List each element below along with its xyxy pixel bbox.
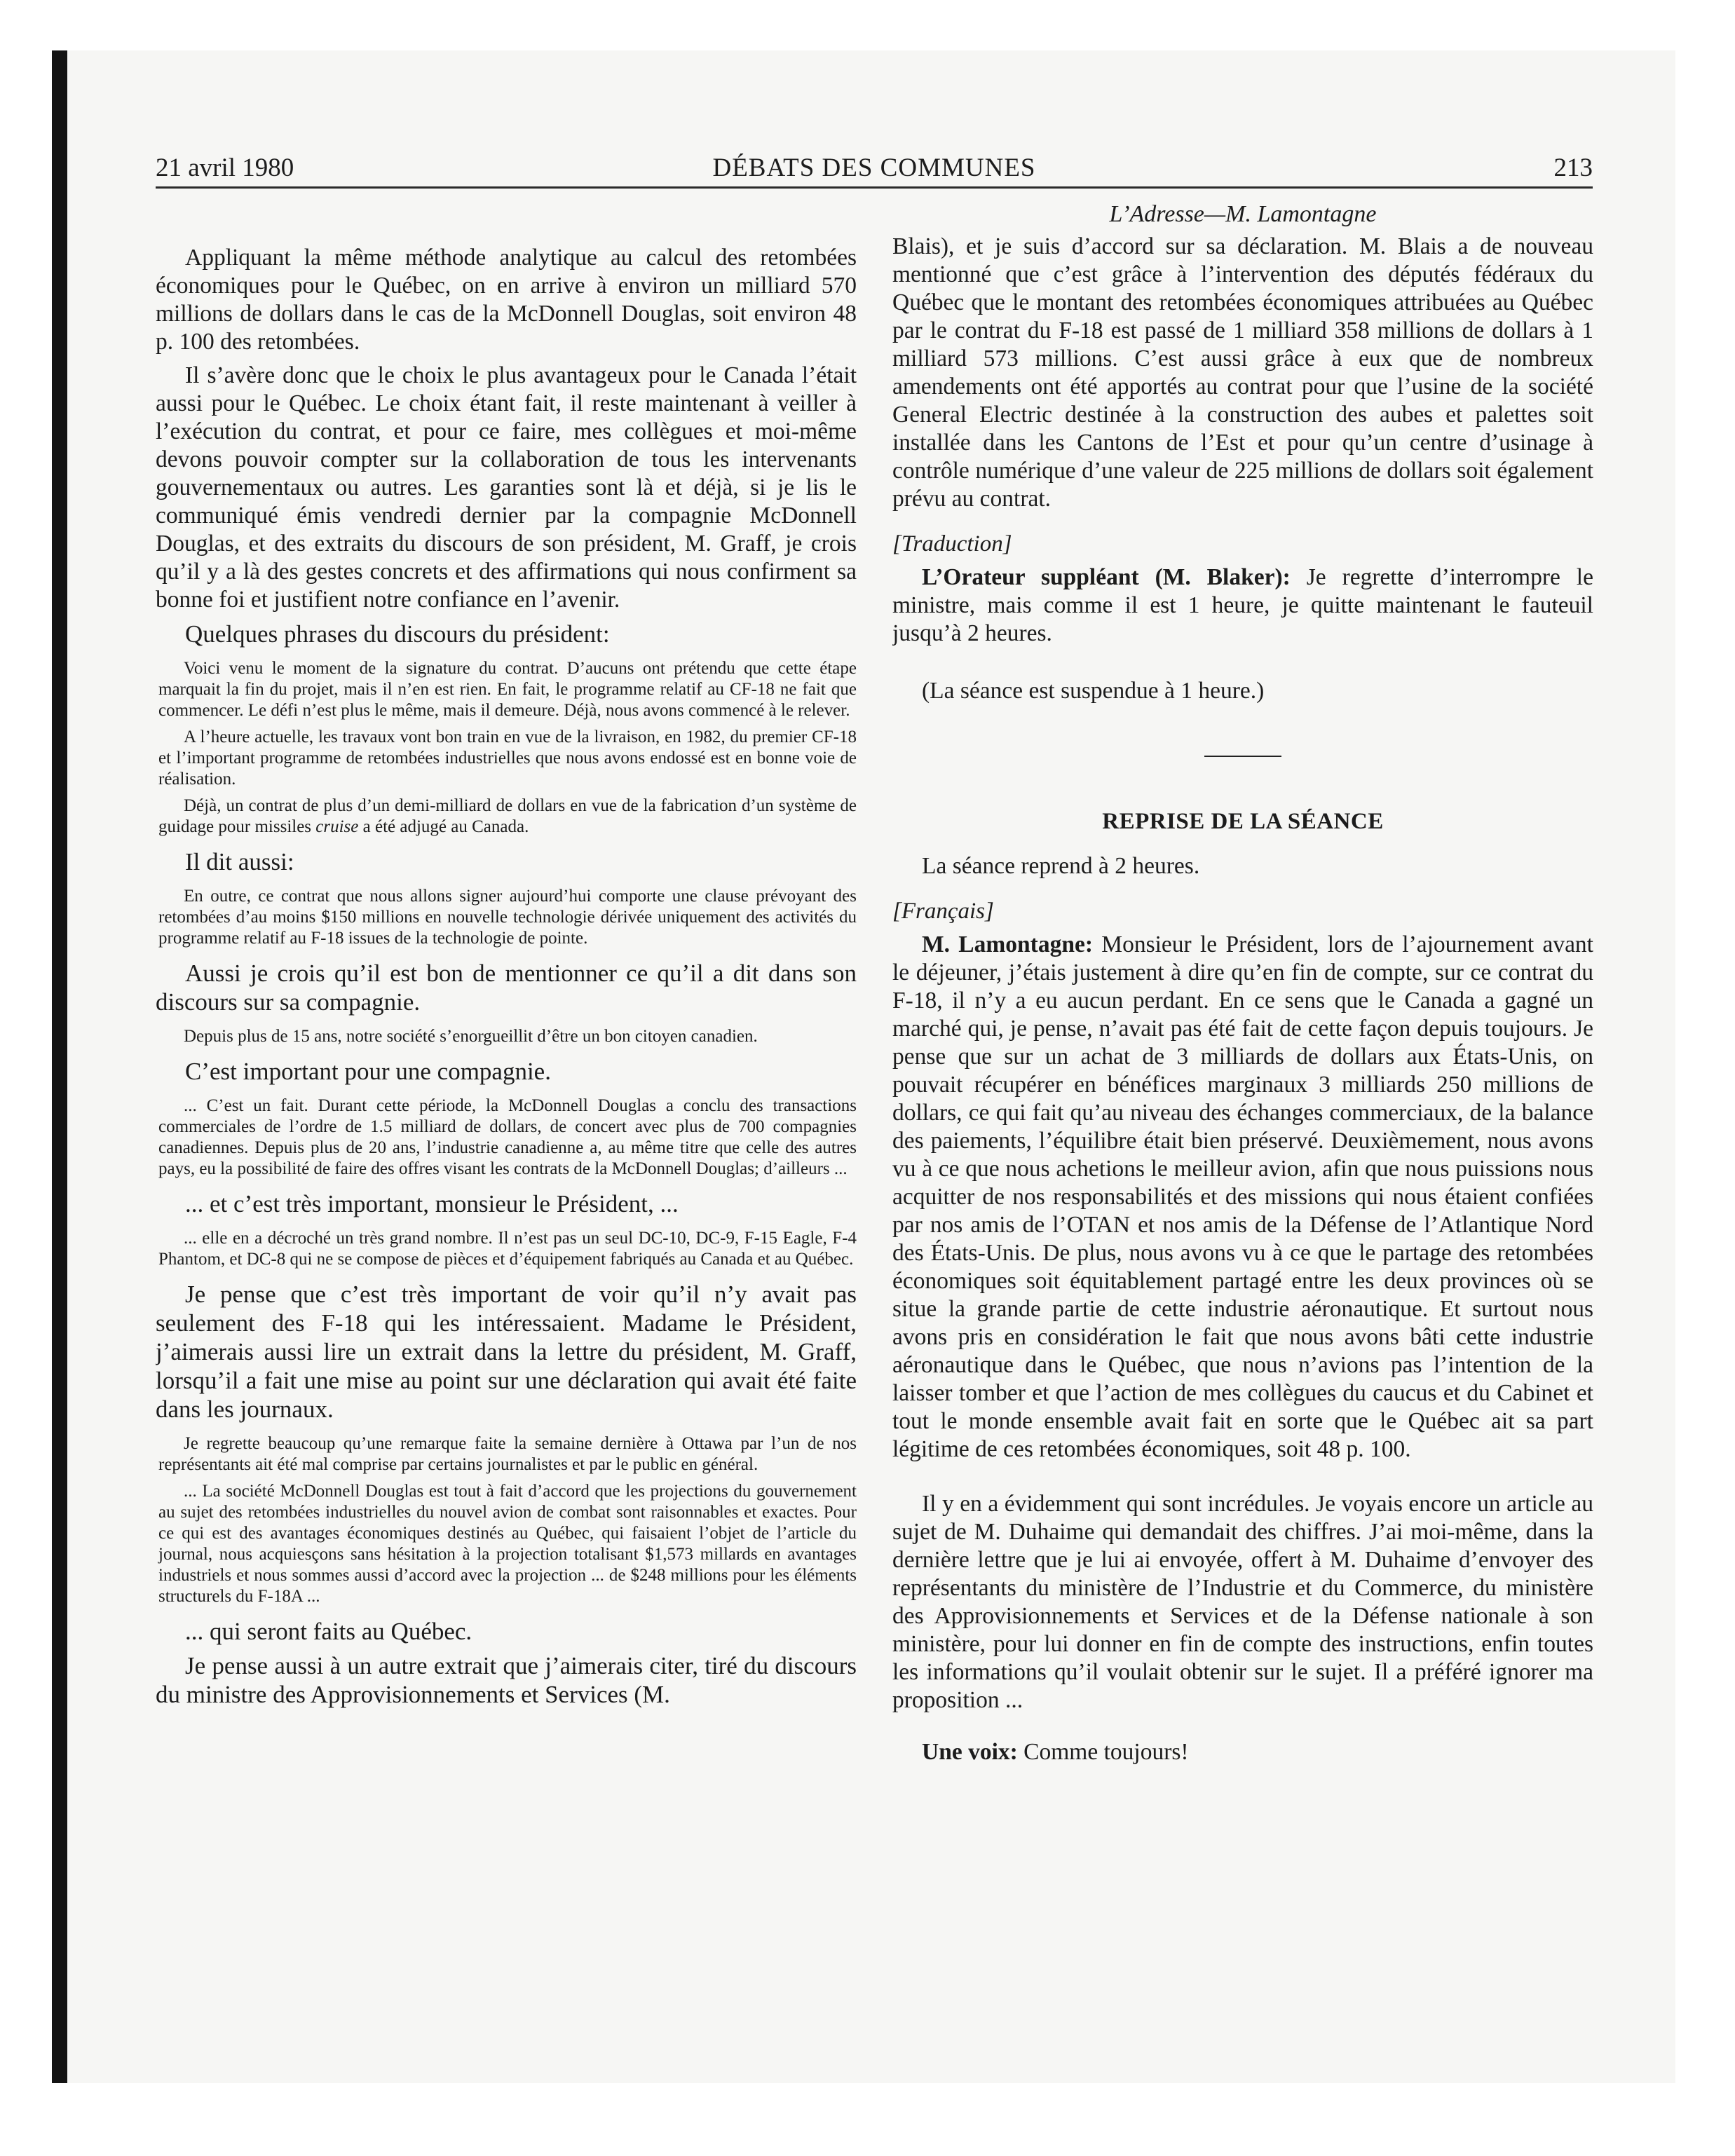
section-heading: REPRISE DE LA SÉANCE [1102,809,1384,834]
language-label: [Traduction] [892,531,1012,557]
speaker-name: Une voix: [922,1739,1018,1765]
speaker-name: M. Lamontagne: [922,932,1093,957]
left-column [156,195,857,2017]
section-divider [1204,756,1281,757]
paragraph: Il s’avère donc que le choix le plus avantageux pour le Canada l’était aussi pour le Québec. Le choix étant fait, il reste maintenant à veiller à l’exécution du contrat, et pour ce faire, mes collègues et moi-même devons pouvoir compter sur la collaboration de tous les intervenants gouvernementaux ou autres. Les garanties sont là et déjà, si je lis le communiqué émis vendredi dernier par la compagnie McDonnell Douglas, et des extraits du discours de son président, M. Graff, je crois qu’il y a là des gestes concrets et des affirmations qui nous confirment sa bonne foi et justifient notre confiance en l’avenir. [156,362,857,613]
paragraph: Je pense aussi à un autre extrait que j’aimerais citer, tiré du discours du ministre des Approvisionnements et Services (M. [156,1652,857,1708]
block-quote: ... La société McDonnell Douglas est tout à fait d’accord que les projections du gouvernement au sujet des retombées industrielles du nouvel avion de combat sont raisonnables et exactes. Pour ce qui est des avantages économiques destinés au Québec, qui faisaient l’objet de l’article du journal, nous acquiesçons sans hésitation à la projection totalisant $1,573 millards en avantages industriels et nous sommes aussi d’accord avec la projection ... de $248 millions pour les éléments structurels du F-18A ... [158,1482,857,1606]
block-quote: Voici venu le moment de la signature du contrat. D’aucuns ont prétendu que cette étape marquait la fin du projet, mais il n’en est rien. En fait, le programme relatif au CF-18 ne fait que commencer. Le défi n’est plus le même, mais il demeure. Déjà, nous avons commencé à le relever. [158,659,857,720]
paragraph: Appliquant la même méthode analytique au calcul des retombées économiques pour le Québec, on en arrive à environ un milliard 570 millions de dollars dans le cas de la McDonnell Douglas, soit environ 48 p. 100 des retombées. [156,245,857,355]
header-title: DÉBATS DES COMMUNES [712,153,1036,182]
paragraph: Il y en a évidemment qui sont incrédules. Je voyais encore un article au sujet de M. Duhaime qui demandait des chiffres. J’ai moi-même, dans la dernière lettre que je lui ai envoyée, offert à M. Duhaime d’envoyer des représentants du ministère de l’Industrie et du Commerce, du ministère des Approvisionnements et Services et de la Défense nationale à son ministère, pour lui donner en fin de compte des instructions, enfin toutes les informations qu’il voulait obtenir sur le sujet. Il a préféré ignorer ma proposition ... [892,1491,1593,1713]
paragraph: ... et c’est très important, monsieur le Président, ... [185,1190,679,1217]
block-quote: ... C’est un fait. Durant cette période, la McDonnell Douglas a conclu des transactions commerciales de l’ordre de 1.5 milliard de dollars, de concert avec plus de 700 compagnies canadiennes. Depuis plus de 20 ans, l’industrie canadienne a, au même titre que celle des autres pays, eu la possibilité de faire des offres visant les contrats de la McDonnell Douglas; d’ailleurs ... [158,1096,857,1178]
language-label: [Français] [892,899,994,924]
running-head: L’Adresse—M. Lamontagne [1109,201,1377,227]
page-number: 213 [1553,153,1593,182]
block-quote: Depuis plus de 15 ans, notre société s’enorgueillit d’être un bon citoyen canadien. [184,1027,758,1046]
speech: L’Orateur suppléant (M. Blaker): Je regrette d’interrompre le ministre, mais comme il est 1 heure, je quitte maintenant le fauteuil jusqu’à 2 heures. [892,564,1593,646]
paragraph: ... qui seront faits au Québec. [185,1618,472,1645]
header-date: 21 avril 1980 [156,153,294,182]
block-quote: Déjà, un contrat de plus d’un demi-milliard de dollars en vue de la fabrication d’un système de guidage pour missiles cruise a été adjugé au Canada. [158,796,857,836]
block-quote: Je regrette beaucoup qu’une remarque faite la semaine dernière à Ottawa par l’un de nos représentants ait été mal comprise par certains journalistes et par le public en général. [158,1434,857,1474]
procedural-note: La séance reprend à 2 heures. [922,853,1200,879]
paragraph: C’est important pour une compagnie. [185,1058,551,1085]
block-quote: En outre, ce contrat que nous allons signer aujourd’hui comporte une clause prévoyant des retombées d’au moins $150 millions en nouvelle technologie dérivée uniquement des activités du programme relatif au F-18 issues de la technologie de pointe. [158,887,857,948]
page-header [156,150,1593,189]
paragraph: Il dit aussi: [185,848,294,875]
paragraph: Blais), et je suis d’accord sur sa déclaration. M. Blais a de nouveau mentionné que c’est grâce à l’intervention des députés fédéraux du Québec que le montant des retombées économiques attribuées au Québec par le contrat du F-18 est passé de 1 milliard 358 millions de dollars à 1 milliard 573 millions. C’est aussi grâce à eux que de nombreux amendements ont été apportés au contrat pour que l’usine de la société General Electric destinée à la construction des aubes et palettes soit installée dans les Cantons de l’Est et pour qu’un centre d’usinage à contrôle numérique d’une valeur de 225 millions de dollars soit également prévu au contrat. [892,233,1593,512]
paragraph: Je pense que c’est très important de voir qu’il n’y avait pas seulement des F-18 qui les intéressaient. Madame le Président, j’aimerais aussi lire un extrait dans la lettre du président, M. Graff, lorsqu’il a fait une mise au point sur une déclaration qui avait été faite dans les journaux. [156,1281,857,1423]
block-quote: ... elle en a décroché un très grand nombre. Il n’est pas un seul DC-10, DC-9, F-15 Eagle, F-4 Phantom, et DC-8 qui ne se compose de pièces et d’équipement fabriqués au Canada et au Québec. [158,1229,857,1269]
paragraph: Aussi je crois qu’il est bon de mentionner ce qu’il a dit dans son discours sur sa compagnie. [156,960,857,1016]
speech: M. Lamontagne: Monsieur le Président, lors de l’ajournement avant le déjeuner, j’étais justement à dire qu’en fin de compte, sur ce contrat du F-18, il n’y a eu aucun perdant. En ce sens que le Canada a gagné un marché qui, je pense, n’avait pas été fait de cette façon depuis toujours. Je pense que sur un achat de 3 milliards de dollars aux États-Unis, on pouvait récupérer en bénéfices marginaux 3 milliards 250 millions de dollars, ce qui fait qu’au niveau des échanges commerciaux, de la balance des paiements, l’équilibre était bien préservé. Deuxièmement, nous avons vu à ce que nous achetions le meilleur avion, afin que nous puissions nous acquitter de nos responsabilités et des missions qui nous étaient confiées par nos amis de l’OTAN et nos amis de la Défense de l’Atlantique Nord des États-Unis. De plus, nous avons vu à ce que le partage des retombées économiques soit équitablement partagé entre les deux provinces où se situe la grande partie de cette industrie aéronautique. Et surtout nous avons pris en considération le fait que nous avons bâti cette industrie aéronautique dans le Québec, que nous n’avions pas l’intention de la laisser tomber et que l’action de mes collègues du caucus et du Cabinet et tout le monde ensemble avait fait en sorte que le Québec ait sa part légitime de ces retombées économiques, soit 48 p. 100. [892,932,1593,1462]
speech: Une voix: Comme toujours! [922,1739,1189,1765]
procedural-note: (La séance est suspendue à 1 heure.) [922,678,1265,704]
speaker-name: L’Orateur suppléant (M. Blaker): [922,564,1291,590]
paragraph: Quelques phrases du discours du président: [185,620,610,648]
right-column [892,195,1593,2017]
block-quote: A l’heure actuelle, les travaux vont bon train en vue de la livraison, en 1982, du premier CF-18 et l’important programme de retombées industrielles que nous avons endossé est en bonne voie de réalisation. [158,728,857,789]
